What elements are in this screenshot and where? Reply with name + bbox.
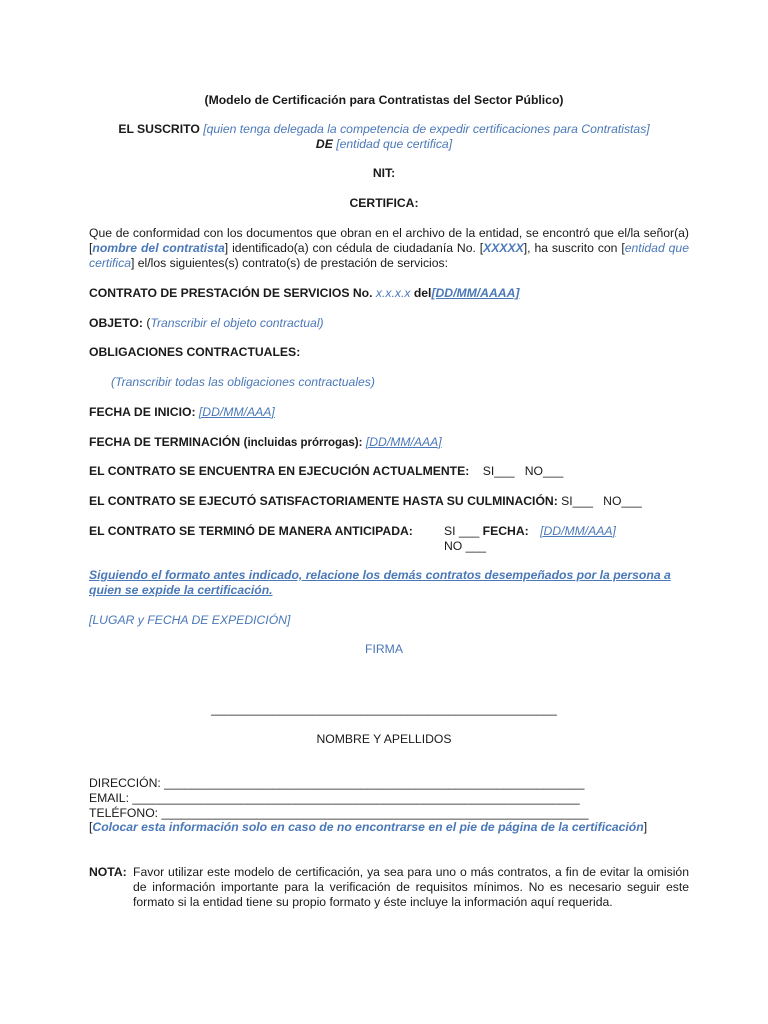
de-placeholder: [entidad que certifica]: [336, 137, 453, 151]
obligaciones-label: OBLIGACIONES CONTRACTUALES:: [89, 345, 301, 359]
cedula-placeholder: XXXXX: [483, 241, 524, 255]
anticipada-label: EL CONTRATO SE TERMINÓ DE MANERA ANTICIPADA:: [89, 524, 413, 538]
intro-text-4: ] el/los siguientes(s) contrato(s) de prestación de servicios:: [131, 256, 449, 270]
siguiendo-instruction-2: quien se expide la certificación.: [89, 583, 273, 597]
anticipada-fecha-placeholder: [DD/MM/AAA]: [540, 524, 616, 538]
document-title: (Modelo de Certificación para Contratistas del Sector Público): [204, 93, 564, 107]
fecha-terminacion-line: [89, 435, 442, 451]
satisfactorio-options: SI___ NO___: [561, 494, 642, 508]
siguiendo-instruction-1: Siguiendo el formato antes indicado, relacione los demás contratos desempeñados por la persona a: [89, 568, 671, 582]
intro-text-1: Que de conformidad con los documentos que obran en el archivo de la entidad, se encontró que el/la señor(a) [: [89, 226, 689, 255]
firma-label: FIRMA: [365, 642, 403, 656]
nota-text: Favor utilizar este modelo de certificación, ya sea para uno o más contratos, a fin de evitar la omisión de información importante para la verificación de requisitos mínimos. No es necesario seguir este formato si la entidad tiene su propio formato y éste incluye la información aquí requerida.: [133, 865, 689, 909]
intro-text-2: ] identificado(a) con cédula de ciudadanía No. [: [224, 241, 484, 255]
ejecucion-label: EL CONTRATO SE ENCUENTRA EN EJECUCIÓN ACTUALMENTE:: [89, 464, 470, 478]
email-field: EMAIL: __________________________________________________________________: [89, 791, 580, 805]
anticipada-fecha-label: FECHA:: [482, 524, 529, 538]
direccion-field: DIRECCIÓN: ______________________________________________________________: [89, 776, 585, 790]
fecha-inicio-label: FECHA DE INICIO:: [89, 405, 196, 419]
nombre-apellidos-label: NOMBRE Y APELLIDOS: [316, 732, 452, 746]
objeto-line: [89, 316, 324, 331]
contrato-del: del: [413, 286, 432, 300]
intro-text-3: ], ha suscrito con [: [523, 241, 625, 255]
anticipada-no: NO ___: [444, 539, 487, 553]
contrato-line: [89, 286, 519, 301]
nit-label: NIT:: [372, 166, 396, 180]
fecha-terminacion-note: (incluidas prórrogas):: [243, 437, 363, 449]
nota-label: NOTA:: [89, 865, 127, 879]
anticipada-si: SI ___: [444, 524, 480, 538]
suscrito-line: [0, 122, 768, 137]
fecha-terminacion-placeholder: [DD/MM/AAA]: [365, 435, 442, 449]
de-line: [0, 137, 768, 152]
ejecucion-line: [89, 464, 563, 479]
suscrito-placeholder: [quien tenga delegada la competencia de expedir certificaciones para Contratistas]: [203, 122, 650, 136]
obligaciones-placeholder: (Transcribir todas las obligaciones contractuales): [111, 375, 375, 389]
colocar-close: ]: [643, 820, 648, 834]
contratista-name-placeholder: nombre del contratista: [92, 241, 225, 255]
colocar-open: [: [89, 820, 93, 834]
colocar-text: Colocar esta información solo en caso de no encontrarse en el pie de página de la certificación: [92, 820, 644, 834]
telefono-field: TELÉFONO: _______________________________________________________________: [89, 806, 589, 820]
objeto-label: OBJETO:: [89, 316, 143, 330]
fecha-inicio-line: [89, 405, 275, 420]
signature-line: ___________________________________________________: [211, 702, 557, 716]
suscrito-label: EL SUSCRITO: [118, 122, 200, 136]
fecha-terminacion-label: FECHA DE TERMINACIÓN: [89, 435, 241, 449]
objeto-placeholder: Transcribir el objeto contractual): [150, 316, 324, 330]
de-label: DE: [315, 137, 333, 151]
entidad-placeholder: entidad que certifica: [89, 241, 689, 270]
objeto-paren: (: [146, 316, 151, 330]
contrato-number-placeholder: x.x.x.x: [375, 286, 411, 300]
lugar-fecha-placeholder: [LUGAR y FECHA DE EXPEDICIÓN]: [89, 613, 291, 627]
contrato-label: CONTRATO DE PRESTACIÓN DE SERVICIOS No.: [89, 286, 373, 300]
contrato-date-placeholder: [DD/MM/AAAA]: [431, 286, 520, 300]
fecha-inicio-placeholder: [DD/MM/AAA]: [198, 405, 275, 419]
satisfactorio-label: EL CONTRATO SE EJECUTÓ SATISFACTORIAMENTE HASTA SU CULMINACIÓN:: [89, 494, 558, 508]
certifica-heading: CERTIFICA:: [349, 196, 419, 210]
satisfactorio-line: [89, 494, 642, 509]
intro-paragraph: [89, 226, 689, 271]
colocar-note: [89, 820, 647, 835]
ejecucion-options: SI___ NO___: [482, 464, 564, 478]
anticipada-si-line: [444, 524, 616, 539]
